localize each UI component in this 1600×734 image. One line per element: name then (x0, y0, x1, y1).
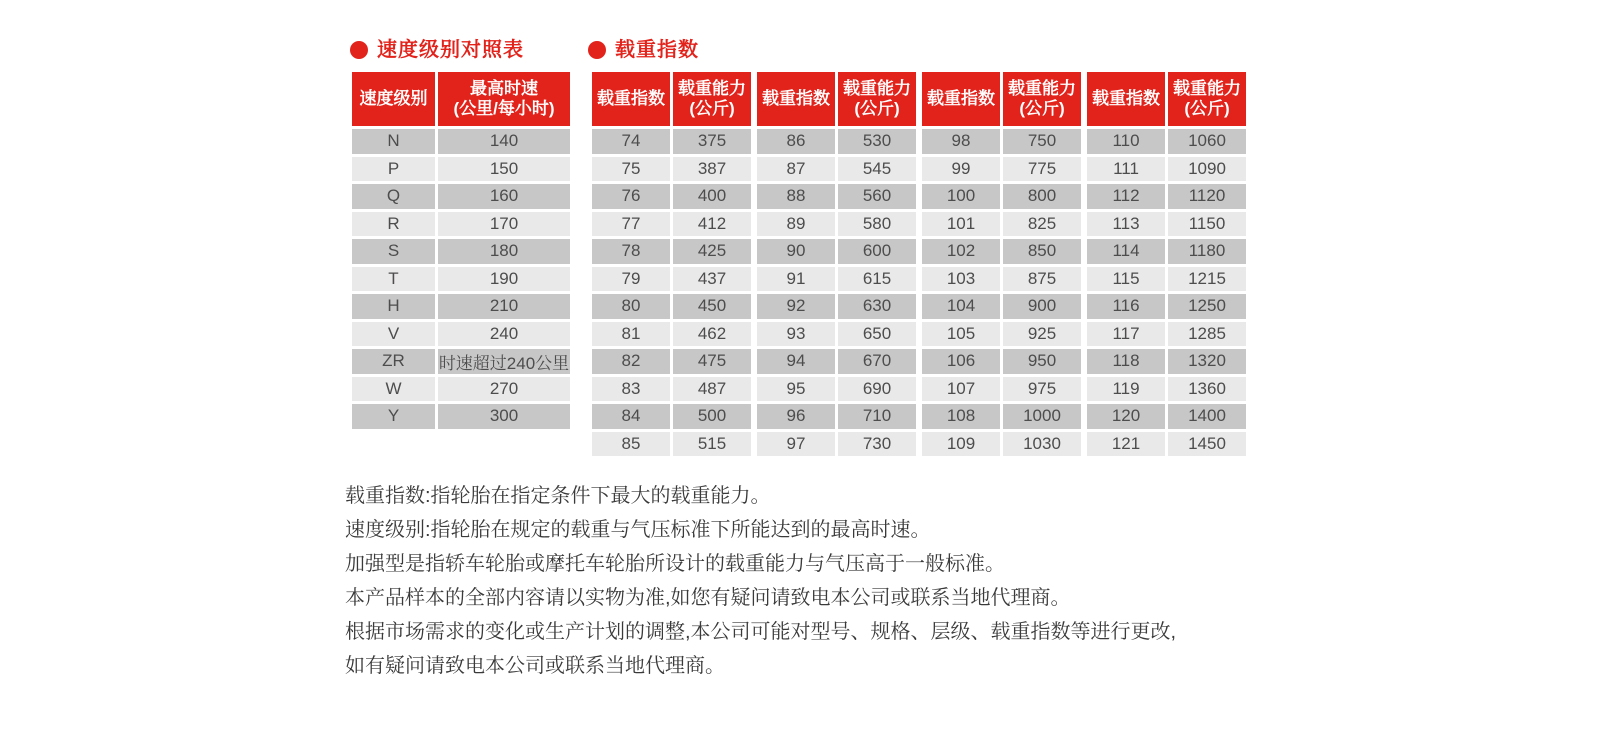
load-index-cell: 117 (1087, 322, 1165, 347)
table-row (922, 184, 1081, 209)
load-capacity-cell: 650 (838, 322, 916, 347)
load-index-cell: 82 (592, 349, 670, 374)
table-row (757, 377, 916, 402)
table-row (922, 267, 1081, 292)
max-speed-cell: 210 (438, 294, 570, 319)
table-row (352, 157, 570, 182)
load-capacity-cell: 1400 (1168, 404, 1246, 429)
load-capacity-cell: 515 (673, 432, 751, 457)
load-table-title (588, 40, 699, 60)
max-speed-cell: 170 (438, 212, 570, 237)
table-row (1087, 377, 1246, 402)
footnote-line: 速度级别:指轮胎在规定的载重与气压标准下所能达到的最高时速。 (345, 519, 931, 541)
load-index-cell: 74 (592, 129, 670, 154)
load-index-cell: 113 (1087, 212, 1165, 237)
load-index-cell: 91 (757, 267, 835, 292)
table-row (352, 267, 570, 292)
table-row (922, 212, 1081, 237)
speed-table-title (350, 40, 524, 60)
load-capacity-cell: 1030 (1003, 432, 1081, 457)
load-capacity-cell: 1285 (1168, 322, 1246, 347)
table-row (1087, 129, 1246, 154)
load-capacity-cell: 690 (838, 377, 916, 402)
load-capacity-cell: 1360 (1168, 377, 1246, 402)
table-row (922, 239, 1081, 264)
table-row (922, 157, 1081, 182)
load-index-cell: 87 (757, 157, 835, 182)
load-index-cell: 97 (757, 432, 835, 457)
table-row (922, 377, 1081, 402)
load-index-cell: 95 (757, 377, 835, 402)
load-index-column-group (1087, 72, 1246, 459)
load-index-cell: 88 (757, 184, 835, 209)
table-row (352, 322, 570, 347)
load-index-cell: 79 (592, 267, 670, 292)
load-capacity-cell: 750 (1003, 129, 1081, 154)
load-index-cell: 116 (1087, 294, 1165, 319)
speed-rating-cell: P (352, 157, 435, 182)
load-capacity-cell: 975 (1003, 377, 1081, 402)
speed-rating-cell: N (352, 129, 435, 154)
table-row (757, 432, 916, 457)
table-row (1087, 267, 1246, 292)
table-row (352, 349, 570, 374)
bullet-icon (588, 41, 606, 59)
table-row (922, 322, 1081, 347)
load-table-header-row (1087, 72, 1246, 126)
load-capacity-cell: 1120 (1168, 184, 1246, 209)
load-capacity-cell: 425 (673, 239, 751, 264)
load-capacity-cell: 615 (838, 267, 916, 292)
load-capacity-header-cell: 载重能力 (公斤) (1003, 72, 1081, 126)
load-capacity-header-cell: 载重能力 (公斤) (673, 72, 751, 126)
load-capacity-cell: 1000 (1003, 404, 1081, 429)
load-capacity-header-cell: 载重能力 (公斤) (838, 72, 916, 126)
load-index-cell: 105 (922, 322, 1000, 347)
speed-table-body (352, 129, 570, 429)
speed-rating-cell: W (352, 377, 435, 402)
load-index-cell: 92 (757, 294, 835, 319)
load-index-table (592, 72, 1246, 459)
load-index-cell: 111 (1087, 157, 1165, 182)
max-speed-cell: 270 (438, 377, 570, 402)
table-row (922, 129, 1081, 154)
table-row (922, 404, 1081, 429)
load-capacity-cell: 487 (673, 377, 751, 402)
load-index-cell: 86 (757, 129, 835, 154)
table-row (922, 294, 1081, 319)
speed-rating-cell: ZR (352, 349, 435, 374)
load-capacity-cell: 600 (838, 239, 916, 264)
load-capacity-cell: 825 (1003, 212, 1081, 237)
load-capacity-cell: 710 (838, 404, 916, 429)
load-capacity-cell: 950 (1003, 349, 1081, 374)
max-speed-header-line1: 最高时速 (470, 79, 538, 98)
speed-table-header-row (352, 72, 570, 126)
table-row (592, 432, 751, 457)
load-index-cell: 104 (922, 294, 1000, 319)
table-row (757, 267, 916, 292)
load-index-cell: 76 (592, 184, 670, 209)
speed-rating-table (352, 72, 570, 432)
load-capacity-cell: 450 (673, 294, 751, 319)
load-capacity-cell: 375 (673, 129, 751, 154)
load-capacity-cell: 545 (838, 157, 916, 182)
table-row (757, 157, 916, 182)
load-index-cell: 89 (757, 212, 835, 237)
load-capacity-cell: 1320 (1168, 349, 1246, 374)
footnote-line: 载重指数:指轮胎在指定条件下最大的载重能力。 (345, 485, 771, 507)
load-capacity-cell: 530 (838, 129, 916, 154)
load-index-column-group (757, 72, 916, 459)
load-index-cell: 78 (592, 239, 670, 264)
load-index-cell: 99 (922, 157, 1000, 182)
bullet-icon (350, 41, 368, 59)
load-capacity-cell: 1060 (1168, 129, 1246, 154)
table-row (592, 349, 751, 374)
table-row (1087, 212, 1246, 237)
load-index-cell: 106 (922, 349, 1000, 374)
load-capacity-cell: 1150 (1168, 212, 1246, 237)
load-index-cell: 93 (757, 322, 835, 347)
load-capacity-cell: 580 (838, 212, 916, 237)
load-capacity-cell: 1090 (1168, 157, 1246, 182)
max-speed-cell: 160 (438, 184, 570, 209)
load-capacity-header-cell: 载重能力 (公斤) (1168, 72, 1246, 126)
load-capacity-cell: 560 (838, 184, 916, 209)
load-table-title-label: 载重指数 (615, 39, 699, 61)
table-row (922, 432, 1081, 457)
table-row (352, 294, 570, 319)
load-table-header-row (592, 72, 751, 126)
load-index-cell: 119 (1087, 377, 1165, 402)
table-row (757, 129, 916, 154)
speed-rating-cell: H (352, 294, 435, 319)
load-capacity-cell: 850 (1003, 239, 1081, 264)
load-capacity-cell: 412 (673, 212, 751, 237)
max-speed-cell: 300 (438, 404, 570, 429)
load-index-cell: 81 (592, 322, 670, 347)
load-index-header-cell: 载重指数 (1087, 72, 1165, 126)
table-row (592, 129, 751, 154)
table-row (592, 267, 751, 292)
speed-rating-cell: V (352, 322, 435, 347)
table-row (1087, 322, 1246, 347)
max-speed-cell: 180 (438, 239, 570, 264)
load-capacity-cell: 437 (673, 267, 751, 292)
load-capacity-cell: 1250 (1168, 294, 1246, 319)
speed-table-title-label: 速度级别对照表 (377, 39, 524, 61)
load-index-cell: 115 (1087, 267, 1165, 292)
speed-rating-cell: R (352, 212, 435, 237)
max-speed-cell: 190 (438, 267, 570, 292)
load-capacity-cell: 800 (1003, 184, 1081, 209)
load-table-header-row (757, 72, 916, 126)
max-speed-cell: 140 (438, 129, 570, 154)
load-index-cell: 90 (757, 239, 835, 264)
load-capacity-cell: 400 (673, 184, 751, 209)
load-index-column-group (922, 72, 1081, 459)
table-row (352, 129, 570, 154)
speed-rating-cell: S (352, 239, 435, 264)
table-row (1087, 239, 1246, 264)
load-index-cell: 120 (1087, 404, 1165, 429)
load-capacity-cell: 462 (673, 322, 751, 347)
speed-rating-cell: T (352, 267, 435, 292)
load-capacity-cell: 875 (1003, 267, 1081, 292)
table-row (757, 212, 916, 237)
table-row (757, 349, 916, 374)
footnote-line: 如有疑问请致电本公司或联系当地代理商。 (345, 655, 725, 677)
load-capacity-cell: 670 (838, 349, 916, 374)
load-index-cell: 102 (922, 239, 1000, 264)
load-index-cell: 118 (1087, 349, 1165, 374)
load-capacity-cell: 500 (673, 404, 751, 429)
load-capacity-cell: 1215 (1168, 267, 1246, 292)
load-capacity-cell: 387 (673, 157, 751, 182)
speed-rating-cell: Q (352, 184, 435, 209)
load-index-cell: 109 (922, 432, 1000, 457)
load-index-cell: 80 (592, 294, 670, 319)
table-row (352, 377, 570, 402)
table-row (592, 294, 751, 319)
table-row (757, 294, 916, 319)
table-row (1087, 404, 1246, 429)
load-index-cell: 108 (922, 404, 1000, 429)
table-row (1087, 432, 1246, 457)
table-row (757, 239, 916, 264)
load-capacity-cell: 1180 (1168, 239, 1246, 264)
load-capacity-cell: 730 (838, 432, 916, 457)
footnote-line: 加强型是指轿车轮胎或摩托车轮胎所设计的载重能力与气压高于一般标准。 (345, 553, 1005, 575)
load-index-cell: 96 (757, 404, 835, 429)
table-row (757, 404, 916, 429)
load-index-cell: 110 (1087, 129, 1165, 154)
table-row (757, 322, 916, 347)
footnotes (345, 479, 1176, 683)
load-capacity-cell: 1450 (1168, 432, 1246, 457)
load-table-header-row (922, 72, 1081, 126)
load-capacity-cell: 925 (1003, 322, 1081, 347)
load-capacity-cell: 475 (673, 349, 751, 374)
footnote-line: 根据市场需求的变化或生产计划的调整,本公司可能对型号、规格、层级、载重指数等进行更改, (345, 621, 1177, 643)
max-speed-header-cell (438, 72, 570, 126)
load-index-cell: 101 (922, 212, 1000, 237)
load-index-header-cell: 载重指数 (922, 72, 1000, 126)
table-row (592, 239, 751, 264)
table-row (352, 239, 570, 264)
table-row (592, 212, 751, 237)
load-index-cell: 114 (1087, 239, 1165, 264)
load-index-cell: 83 (592, 377, 670, 402)
load-index-cell: 85 (592, 432, 670, 457)
table-row (352, 404, 570, 429)
speed-rating-cell: Y (352, 404, 435, 429)
load-index-header-cell: 载重指数 (757, 72, 835, 126)
table-row (922, 349, 1081, 374)
load-capacity-cell: 900 (1003, 294, 1081, 319)
table-row (1087, 157, 1246, 182)
table-row (352, 184, 570, 209)
load-index-cell: 107 (922, 377, 1000, 402)
table-row (1087, 349, 1246, 374)
load-index-cell: 98 (922, 129, 1000, 154)
max-speed-cell: 时速超过240公里 (438, 349, 570, 374)
table-row (592, 404, 751, 429)
load-index-header-cell: 载重指数 (592, 72, 670, 126)
load-index-column-group (592, 72, 751, 459)
max-speed-cell: 240 (438, 322, 570, 347)
max-speed-cell: 150 (438, 157, 570, 182)
load-index-cell: 103 (922, 267, 1000, 292)
load-index-cell: 77 (592, 212, 670, 237)
load-index-cell: 100 (922, 184, 1000, 209)
table-row (757, 184, 916, 209)
load-capacity-cell: 775 (1003, 157, 1081, 182)
table-row (592, 377, 751, 402)
footnote-line: 本产品样本的全部内容请以实物为准,如您有疑问请致电本公司或联系当地代理商。 (345, 587, 1071, 609)
load-index-cell: 112 (1087, 184, 1165, 209)
load-index-cell: 75 (592, 157, 670, 182)
load-index-cell: 121 (1087, 432, 1165, 457)
max-speed-header-line2: (公里/每小时) (453, 99, 555, 118)
table-row (352, 212, 570, 237)
table-row (592, 322, 751, 347)
load-index-cell: 84 (592, 404, 670, 429)
table-row (592, 184, 751, 209)
table-row (1087, 294, 1246, 319)
load-index-cell: 94 (757, 349, 835, 374)
load-capacity-cell: 630 (838, 294, 916, 319)
table-row (592, 157, 751, 182)
table-row (1087, 184, 1246, 209)
speed-rating-header-cell: 速度级别 (352, 72, 435, 126)
